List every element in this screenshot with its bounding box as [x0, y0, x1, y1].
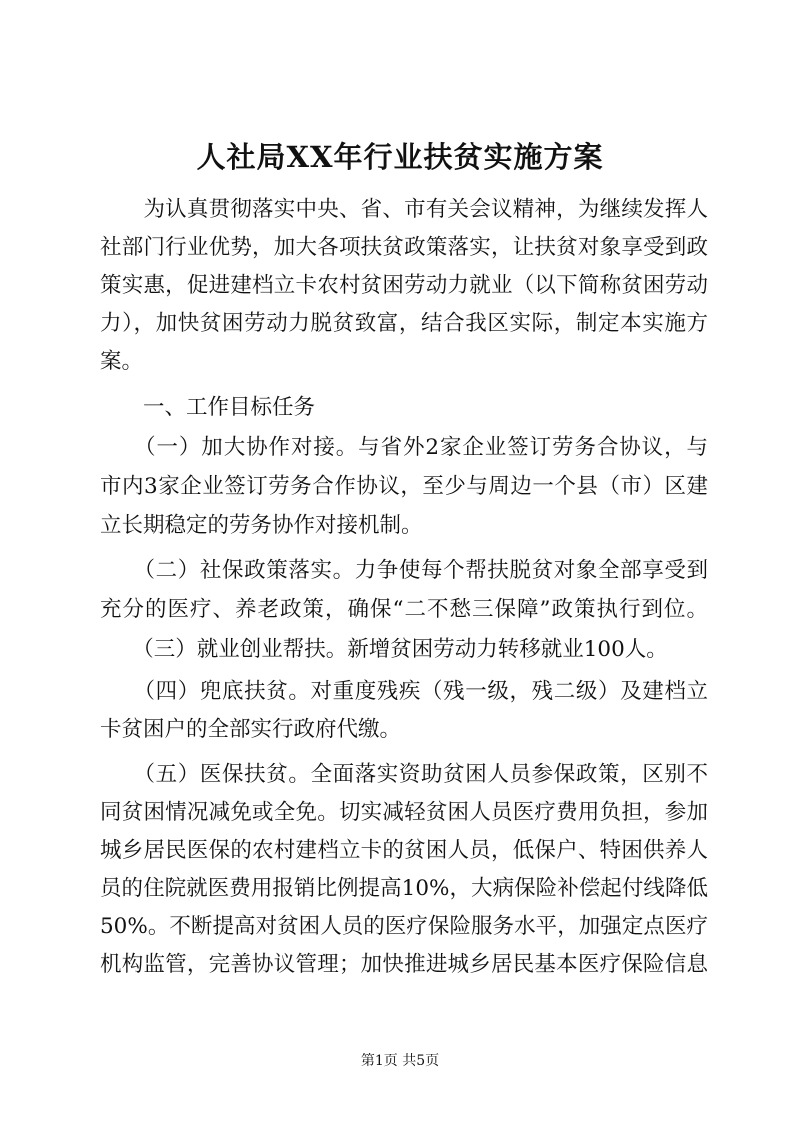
body-line: 市内3家企业签订劳务合作协议，至少与周边一个县（市）区建 — [100, 474, 708, 499]
body-line: 为认真贯彻落实中央、省、市有关会议精神，为继续发挥人 — [100, 197, 708, 222]
body-line: 50%。不断提高对贫困人员的医疗保险服务水平，加强定点医疗 — [100, 914, 708, 939]
body-line: （二）社保政策落实。力争使每个帮扶脱贫对象全部享受到 — [100, 558, 708, 583]
body-line: 卡贫困户的全部实行政府代缴。 — [100, 717, 402, 742]
body-line: （五）医保扶贫。全面落实资助贫困人员参保政策，区别不 — [100, 762, 708, 787]
body-line: 策实惠，促进建档立卡农村贫困劳动力就业（以下简称贫困劳动 — [100, 273, 708, 298]
body-line: 机构监管，完善协议管理；加快推进城乡居民基本医疗保险信息 — [100, 952, 708, 977]
body-line: 案。 — [100, 349, 144, 374]
body-line: 充分的医疗、养老政策，确保“二不愁三保障”政策执行到位。 — [100, 597, 708, 622]
body-line: 员的住院就医费用报销比例提高10%，大病保险补偿起付线降低 — [100, 876, 708, 901]
body-line: 立长期稳定的劳务协作对接机制。 — [100, 513, 423, 538]
body-line: 力），加快贫困劳动力脱贫致富，结合我区实际，制定本实施方 — [100, 311, 708, 336]
page-number-footer: 第1页 共5页 — [360, 1053, 440, 1069]
body-line: 社部门行业优势，加大各项扶贫政策落实，让扶贫对象享受到政 — [100, 235, 708, 260]
document-title: 人社局XX年行业扶贫实施方案 — [196, 140, 604, 174]
section-heading: 一、工作目标任务 — [100, 395, 316, 420]
body-line: 城乡居民医保的农村建档立卡的贫困人员，低保户、特困供养人 — [100, 838, 708, 863]
body-line: （四）兜底扶贫。对重度残疾（残一级，残二级）及建档立 — [100, 679, 708, 704]
body-line: （三）就业创业帮扶。新增贫困劳动力转移就业100人。 — [100, 637, 668, 662]
body-line: （一）加大协作对接。与省外2家企业签订劳务合协议，与 — [100, 435, 708, 460]
body-line: 同贫困情况减免或全免。切实减轻贫困人员医疗费用负担，参加 — [100, 800, 708, 825]
